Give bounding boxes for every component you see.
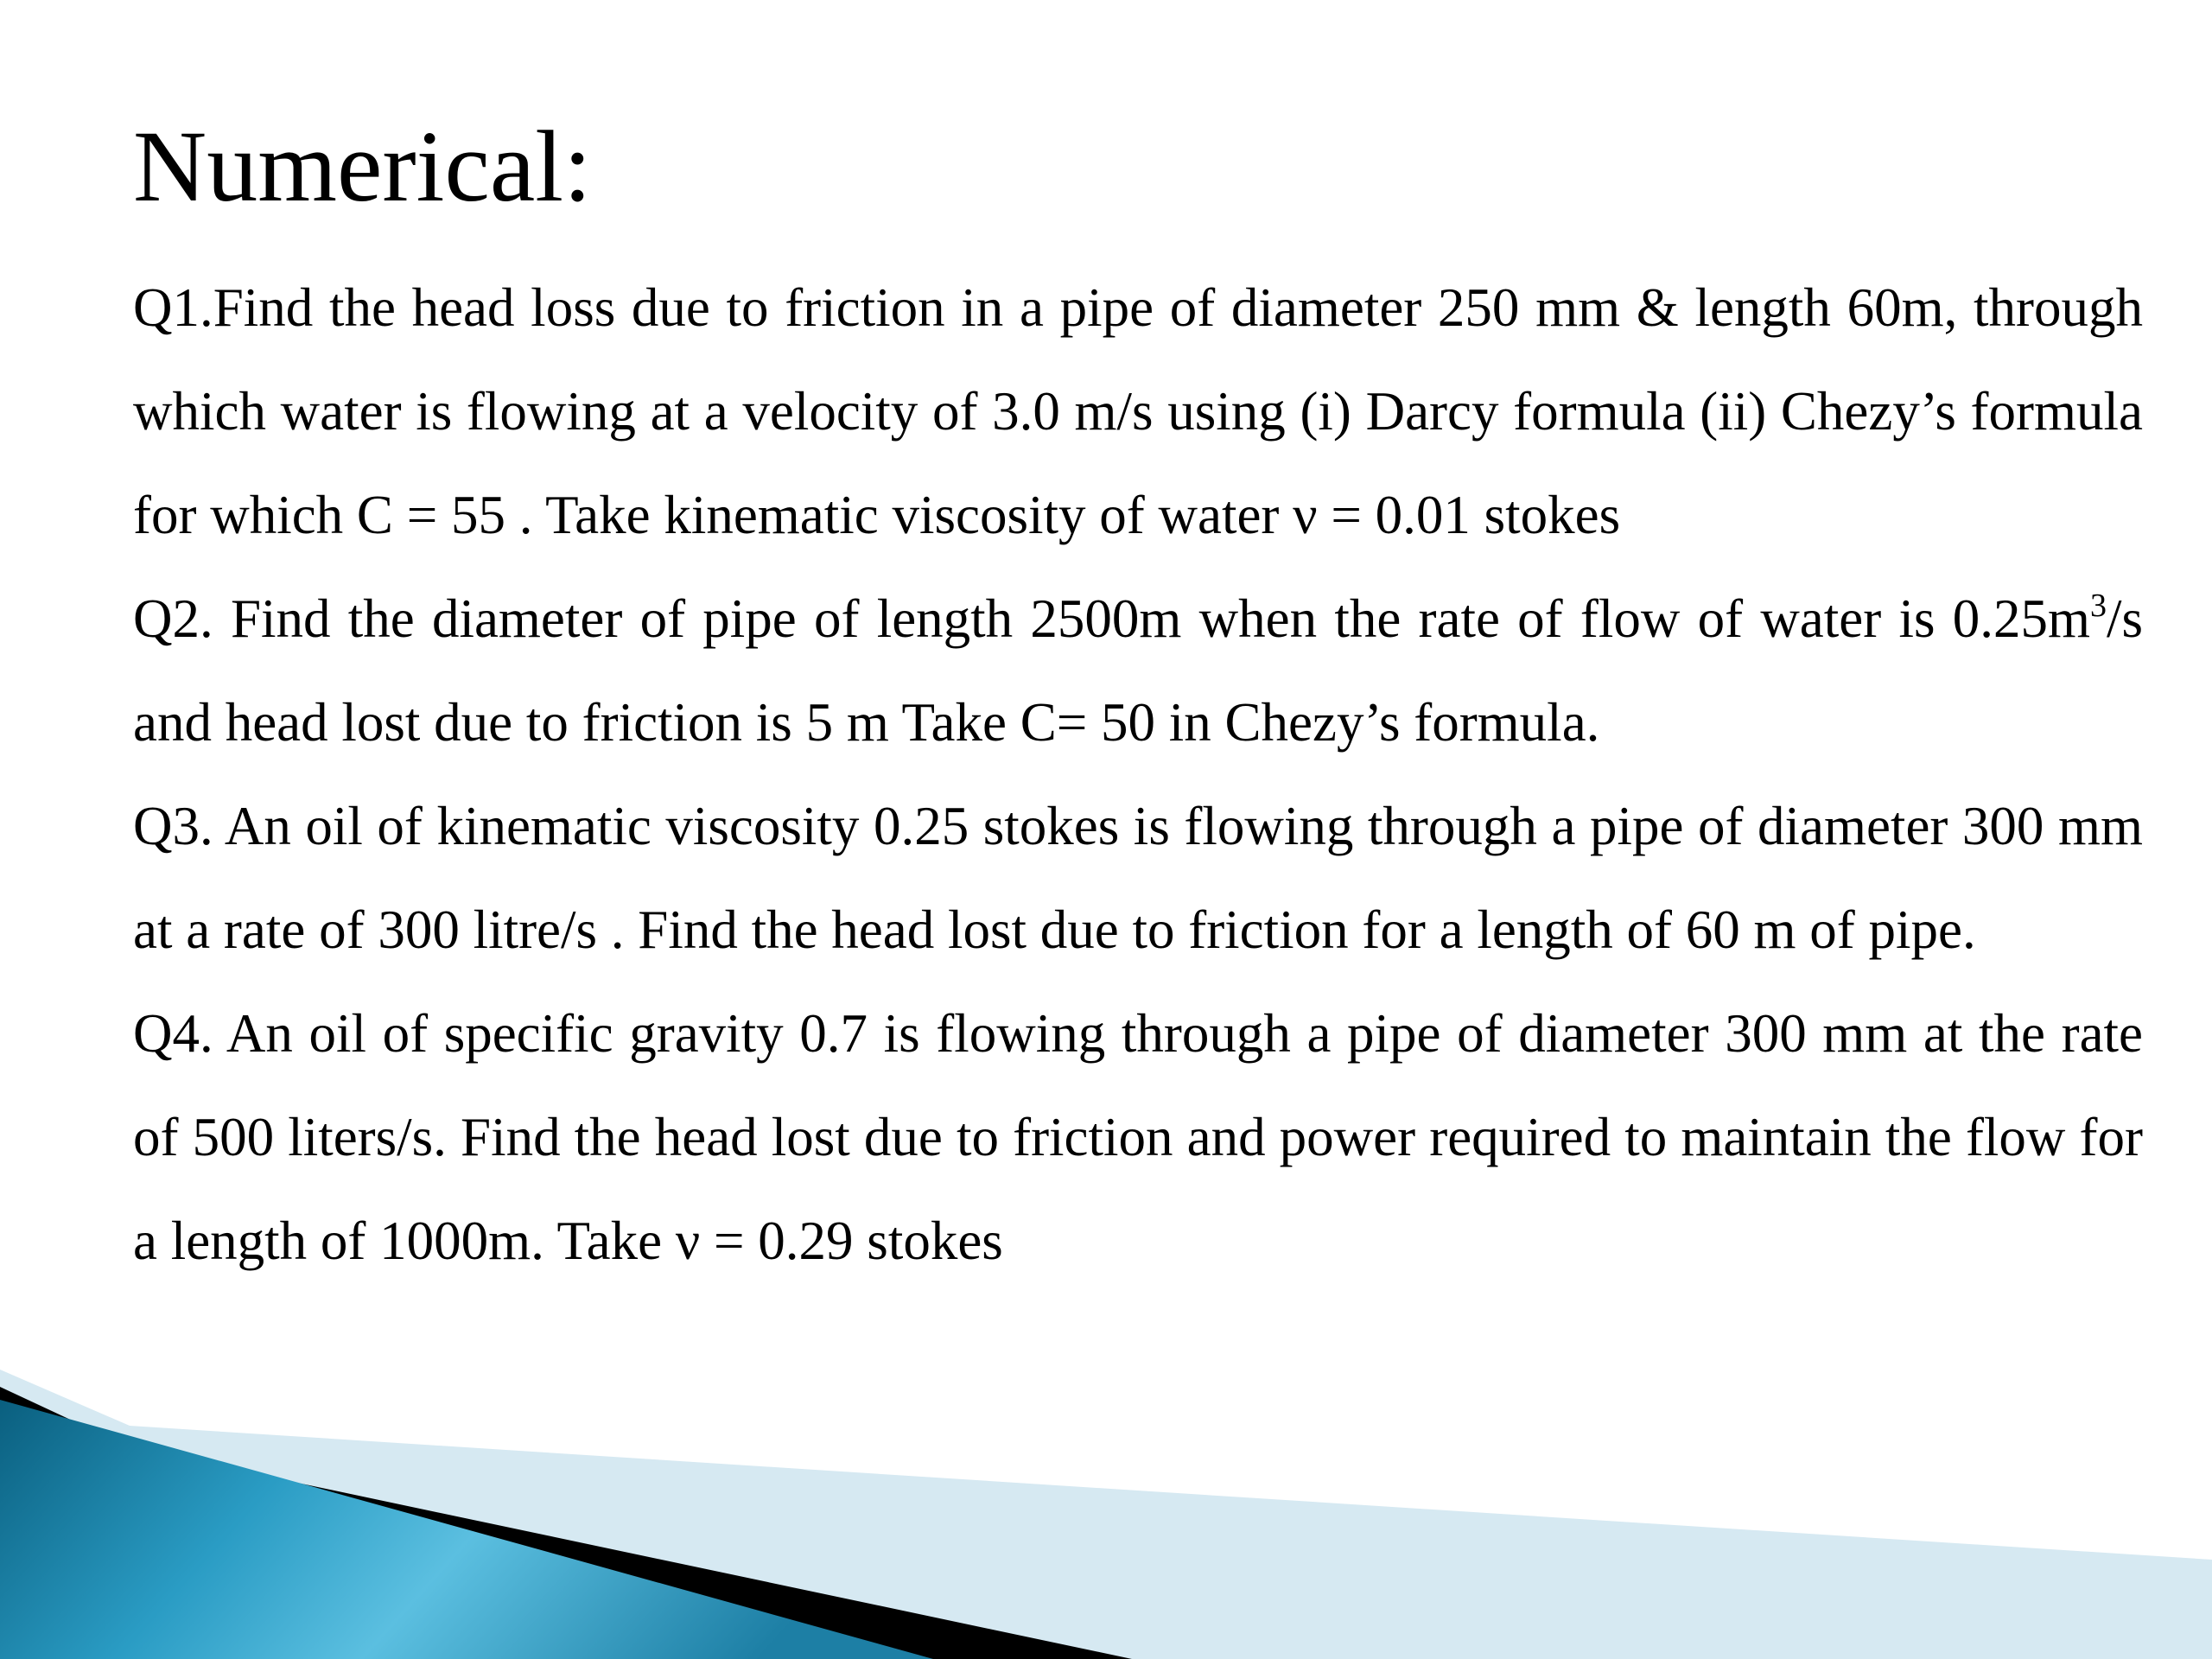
- question-2-text-before: Q2. Find the diameter of pipe of length 2500m when the rate of flow of water is 0.25m: [133, 588, 2090, 649]
- question-2-text-after: /s and head lost due to friction is 5 m Take C= 50 in Chezy’s formula.: [133, 588, 2143, 753]
- question-list: [133, 256, 2143, 1293]
- question-1: Q1.Find the head loss due to friction in a pipe of diameter 250 mm & length 60m, through which water is flowing at a velocity of 3.0 m/s using (i) Darcy formula (ii) Chezy’s formula for which C = 55 . Take kinematic viscosity of water ν = 0.01 stokes: [133, 277, 2143, 545]
- question-3: Q3. An oil of kinematic viscosity 0.25 stokes is flowing through a pipe of diameter 300 mm at a rate of 300 litre/s . Find the head lost due to friction for a length of 60 m of pipe.: [133, 796, 2143, 960]
- slide-title: Numerical:: [133, 110, 592, 223]
- question-4: Q4. An oil of specific gravity 0.7 is flowing through a pipe of diameter 300 mm at the rate of 500 liters/s. Find the head lost due to friction and power required to maintain the flow for a length of 1000m. Take ν = 0.29 stokes: [133, 1003, 2143, 1271]
- question-2: [133, 567, 2143, 774]
- superscript-cubed: 3: [2089, 588, 2107, 624]
